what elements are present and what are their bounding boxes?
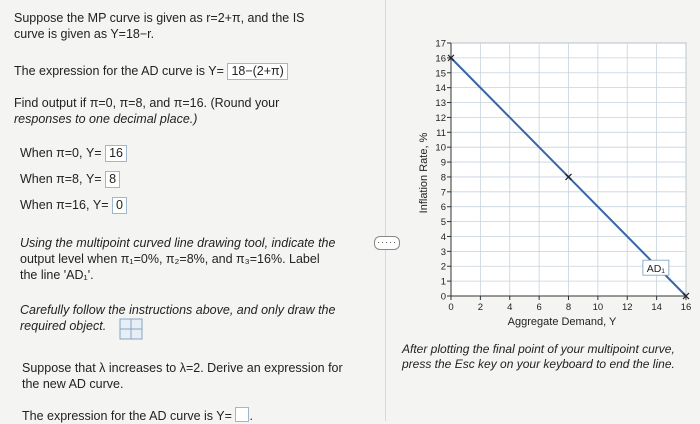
ad-expression-2-input[interactable]	[235, 407, 249, 422]
y-tick-label: 10	[435, 142, 446, 154]
ad-chart[interactable]	[395, 5, 695, 340]
y-tick-label: 4	[440, 231, 446, 243]
x-tick-label: 10	[592, 302, 604, 313]
find-line-1: Find output if π=0, π=8, and π=16. (Round your	[14, 96, 280, 110]
tool-instructions	[20, 235, 335, 283]
ad-expression-answer[interactable]: 18−(2+π)	[227, 63, 287, 80]
careful-text	[20, 302, 335, 334]
panel-divider	[385, 0, 386, 421]
y-tick-label: 5	[440, 217, 446, 229]
graph-instruction-note: After plotting the final point of your multipoint curve, press the Esc key on your keyboard to end the line.	[402, 342, 675, 371]
careful-line-1: Carefully follow the instructions above, and only draw the	[20, 303, 336, 317]
find-output-text	[14, 95, 279, 127]
x-tick-label: 16	[680, 302, 692, 313]
y-tick-label: 14	[435, 83, 446, 95]
panel-resize-handle[interactable]: ·····	[374, 236, 400, 250]
chart-grid	[451, 43, 686, 296]
x-tick-label: 4	[507, 302, 513, 313]
answer-row-2	[20, 171, 120, 188]
x-tick-label: 12	[621, 302, 633, 313]
lambda-text	[22, 360, 343, 392]
y-tick-label: 16	[435, 53, 446, 65]
intro-line-2: curve is given as Y=18−r.	[14, 27, 155, 41]
lambda-line-2: the new AD curve.	[22, 377, 124, 391]
answer-label: When π=8, Y=	[20, 172, 102, 186]
grid-tool-icon[interactable]	[119, 318, 143, 340]
y-tick-label: 2	[440, 261, 446, 273]
ad1-label: AD₁	[646, 263, 665, 276]
answer-row-1	[20, 145, 127, 162]
x-tick-label: 8	[565, 302, 572, 313]
y-tick-label: 11	[436, 127, 446, 139]
y-tick-label: 17	[435, 38, 446, 50]
y-tick-label: 12	[435, 112, 446, 124]
ad-expression-2-label: The expression for the AD curve is Y=	[22, 409, 232, 423]
tool-line-2: output level when π₁=0%, π₂=8%, and π₃=16%. Label	[20, 252, 320, 266]
y-tick-label: 15	[435, 68, 446, 80]
y-tick-label: 3	[440, 246, 446, 258]
find-line-2: responses to one decimal place.)	[14, 112, 198, 126]
answer-label: When π=0, Y=	[20, 146, 102, 160]
x-tick-label: 6	[536, 302, 542, 313]
answer-label: When π=16, Y=	[20, 198, 109, 212]
careful-line-2: required object.	[20, 319, 107, 333]
y-tick-label: 9	[440, 157, 446, 169]
answer-input-pi-16[interactable]: 0	[112, 197, 127, 214]
ad-expression-label: The expression for the AD curve is Y=	[14, 64, 224, 78]
y-tick-label: 6	[440, 202, 446, 214]
ad-expression-row	[14, 63, 288, 80]
lambda-line-1: Suppose that λ increases to λ=2. Derive an expression for	[22, 361, 343, 375]
answer-input-pi-0[interactable]: 16	[105, 145, 127, 162]
y-tick-label: 1	[440, 276, 446, 288]
answer-row-3	[20, 197, 127, 214]
y-tick-label: 0	[440, 291, 446, 303]
intro-text	[14, 10, 305, 42]
y-axis-label: Inflation Rate, %	[418, 132, 430, 214]
y-tick-label: 13	[435, 98, 446, 110]
x-tick-label: 0	[448, 302, 454, 313]
intro-line-1: Suppose the MP curve is given as r=2+π, and the IS	[14, 11, 305, 25]
answer-input-pi-8[interactable]: 8	[105, 171, 120, 188]
ad-expression-2-row: The expression for the AD curve is Y= .	[22, 409, 253, 423]
y-tick-label: 7	[440, 187, 446, 199]
tool-line-3: the line 'AD₁'.	[20, 268, 94, 282]
y-tick-label: 8	[440, 172, 446, 184]
x-tick-label: 14	[651, 302, 662, 313]
x-tick-label: 2	[477, 302, 484, 313]
x-axis-label: Aggregate Demand, Y	[507, 316, 617, 328]
tool-line-1: Using the multipoint curved line drawing tool, indicate the	[20, 236, 336, 250]
